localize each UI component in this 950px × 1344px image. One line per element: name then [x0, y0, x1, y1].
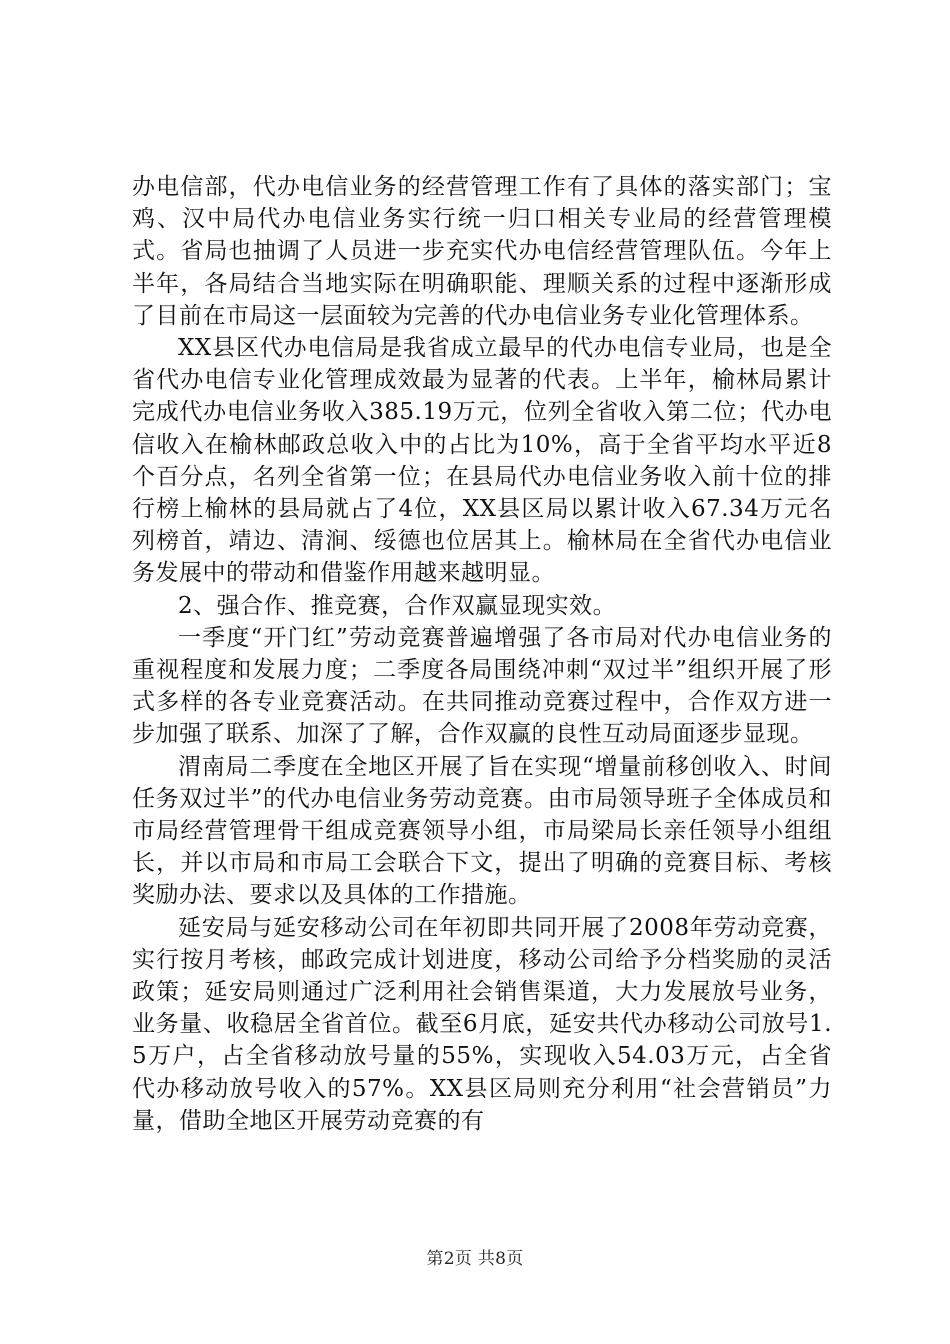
paragraph-yulin-bureau: XX县区代办电信局是我省成立最早的代办电信专业局，也是全省代办电信专业化管理成效最为显著的代表。上半年，榆林局累计完成代办电信业务收入385.19万元，位列全省收入第二位；代办电信收入在榆林邮政总收入中的占比为10%，高于全省平均水平近8个百分点，名列全省第一位；在县局代办电信业务收入前十位的排行榜上榆林的县局就占了4位，XX县区局以累计收入67.34万元名列榜首，靖边、清涧、绥德也位居其上。榆林局在全省代办电信业务发展中的带动和借鉴作用越来越明显。 — [132, 335, 832, 587]
paragraph-competition: 一季度“开门红”劳动竞赛普遍增强了各市局对代办电信业务的重视程度和发展力度；二季度各局围绕冲刺“双过半”组织开展了形式多样的各专业竞赛活动。在共同推动竞赛过程中，合作双方进一步加强了联系、加深了了解，合作双赢的良性互动局面逐步显现。 — [132, 624, 832, 748]
paragraph-weinan-bureau: 渭南局二季度在全地区开展了旨在实现“增量前移创收入、时间任务双过半”的代办电信业务劳动竞赛。由市局领导班子全体成员和市局经营管理骨干组成竞赛领导小组，市局梁局长亲任领导小组组长，并以市局和市局工会联合下文，提出了明确的竞赛目标、考核奖励办法、要求以及具体的工作措施。 — [132, 753, 832, 909]
paragraph-continuation: 办电信部，代办电信业务的经营管理工作有了具体的落实部门；宝鸡、汉中局代办电信业务实行统一归口相关专业局的经营管理模式。省局也抽调了人员进一步充实代办电信经营管理队伍。今年上半年，各局结合当地实际在明确职能、理顺关系的过程中逐渐形成了目前在市局这一层面较为完善的代办电信业务专业化管理体系。 — [132, 174, 832, 329]
document-body — [132, 171, 832, 1137]
page-number-footer: 第2页 共8页 — [426, 1249, 524, 1269]
paragraph-yanan-bureau: 延安局与延安移动公司在年初即共同开展了2008年劳动竞赛，实行按月考核，邮政完成计划进度，移动公司给予分档奖励的灵活政策；延安局则通过广泛利用社会销售渠道，大力发展放号业务，业务量、收稳居全省首位。截至6月底，延安共代办移动公司放号1.5万户，占全省移动放号量的55%，实现收入54.03万元，占全省代办移动放号收入的57%。XX县区局则充分利用“社会营销员”力量，借助全地区开展劳动竞赛的有 — [132, 914, 832, 1134]
section-heading-cooperation: 2、强合作、推竞赛，合作双赢显现实效。 — [178, 592, 617, 619]
